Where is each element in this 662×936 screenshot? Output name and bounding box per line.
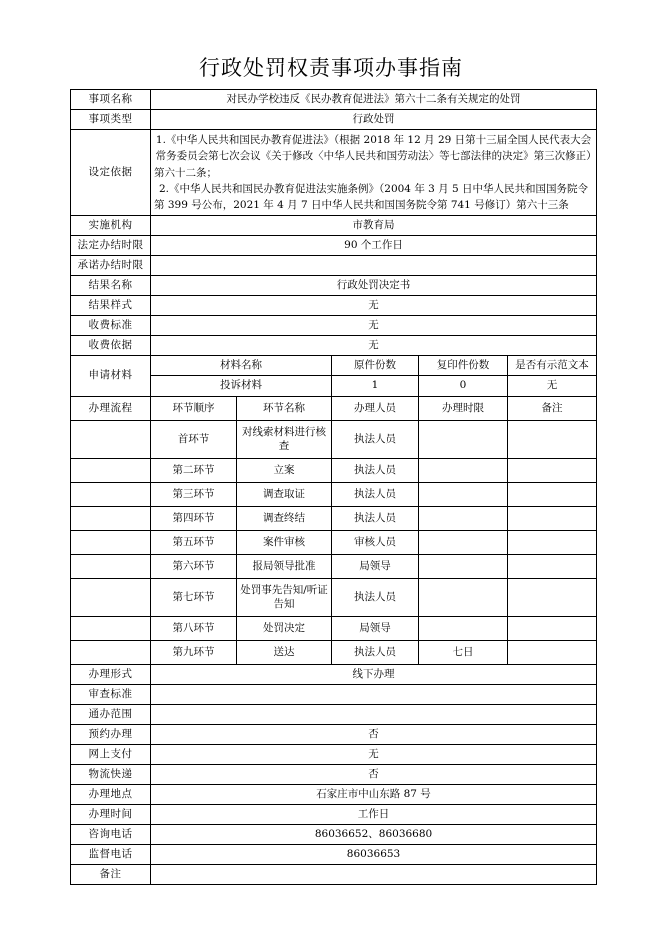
cell-step-remarks <box>508 483 597 507</box>
value-result-format: 无 <box>151 296 597 316</box>
header-time-limit: 办理时限 <box>419 397 508 421</box>
cell-workflow-spacer <box>71 555 151 579</box>
table-row-consult-phone <box>71 825 597 845</box>
cell-time-limit <box>419 483 508 507</box>
cell-handler: 执法人员 <box>332 483 419 507</box>
table-row <box>71 555 597 579</box>
table-row-general-scope <box>71 705 597 725</box>
label-general-scope: 通办范围 <box>71 705 151 725</box>
value-appointment: 否 <box>151 725 597 745</box>
value-supervise-phone: 86036653 <box>151 845 597 865</box>
value-handling-form: 线下办理 <box>151 665 597 685</box>
cell-step-order: 第五环节 <box>151 531 237 555</box>
cell-time-limit <box>419 421 508 459</box>
cell-step-name: 调查终结 <box>237 507 332 531</box>
cell-step-remarks <box>508 617 597 641</box>
header-material-name: 材料名称 <box>151 356 332 376</box>
header-workflow-remarks: 备注 <box>508 397 597 421</box>
table-row <box>71 531 597 555</box>
cell-time-limit <box>419 507 508 531</box>
value-consult-phone: 86036652、86036680 <box>151 825 597 845</box>
table-row <box>71 617 597 641</box>
cell-handler: 执法人员 <box>332 507 419 531</box>
value-result-name: 行政处罚决定书 <box>151 276 597 296</box>
label-workflow: 办理流程 <box>71 397 151 421</box>
cell-time-limit <box>419 459 508 483</box>
cell-handler: 执法人员 <box>332 641 419 665</box>
cell-step-order: 第四环节 <box>151 507 237 531</box>
cell-material-name: 投诉材料 <box>151 376 332 397</box>
cell-time-limit <box>419 617 508 641</box>
cell-time-limit <box>419 555 508 579</box>
label-result-format: 结果样式 <box>71 296 151 316</box>
cell-workflow-spacer <box>71 421 151 459</box>
cell-handler: 执法人员 <box>332 459 419 483</box>
label-appointment: 预约办理 <box>71 725 151 745</box>
table-row-handling-form <box>71 665 597 685</box>
table-row-logistics-express <box>71 765 597 785</box>
value-statutory-time-limit: 90 个工作日 <box>151 236 597 256</box>
cell-workflow-spacer <box>71 483 151 507</box>
table-row <box>71 459 597 483</box>
table-row-handling-time <box>71 805 597 825</box>
guide-table <box>70 89 597 885</box>
cell-workflow-spacer <box>71 459 151 483</box>
legal-basis-line-2: 2.《中华人民共和国民办教育促进法实施条例》（2004 年 3 月 5 日中华人民共和国国务院令第 399 号公布，2021 年 4 月 7 日中华人民共和国国务院令第 741 号修订）第六十三条 <box>154 182 589 212</box>
header-original-count: 原件份数 <box>332 356 419 376</box>
value-handling-place: 石家庄市中山东路 87 号 <box>151 785 597 805</box>
table-row <box>71 579 597 617</box>
table-row-online-payment <box>71 745 597 765</box>
cell-original-count: 1 <box>332 376 419 397</box>
value-logistics-express: 否 <box>151 765 597 785</box>
label-promised-time-limit: 承诺办结时限 <box>71 256 151 276</box>
cell-time-limit: 七日 <box>419 641 508 665</box>
cell-step-order: 第九环节 <box>151 641 237 665</box>
cell-copy-count: 0 <box>419 376 508 397</box>
cell-step-name: 调查取证 <box>237 483 332 507</box>
table-row-fee-standard <box>71 316 597 336</box>
cell-step-remarks <box>508 531 597 555</box>
table-row-result-name <box>71 276 597 296</box>
table-row-handling-place <box>71 785 597 805</box>
cell-step-remarks <box>508 507 597 531</box>
cell-time-limit <box>419 531 508 555</box>
cell-handler: 局领导 <box>332 555 419 579</box>
table-row-legal-basis <box>71 130 597 216</box>
label-review-standard: 审查标准 <box>71 685 151 705</box>
value-promised-time-limit <box>151 256 597 276</box>
cell-step-order: 第六环节 <box>151 555 237 579</box>
cell-step-name: 立案 <box>237 459 332 483</box>
cell-time-limit <box>419 579 508 617</box>
header-step-order: 环节顺序 <box>151 397 237 421</box>
value-online-payment: 无 <box>151 745 597 765</box>
table-row <box>71 507 597 531</box>
value-general-scope <box>151 705 597 725</box>
header-step-name: 环节名称 <box>237 397 332 421</box>
value-remarks <box>151 865 597 885</box>
table-row-appointment <box>71 725 597 745</box>
table-row <box>71 483 597 507</box>
label-fee-basis: 收费依据 <box>71 336 151 356</box>
cell-step-name: 报局领导批准 <box>237 555 332 579</box>
cell-step-remarks <box>508 459 597 483</box>
label-handling-form: 办理形式 <box>71 665 151 685</box>
cell-workflow-spacer <box>71 617 151 641</box>
page-title: 行政处罚权责事项办事指南 <box>199 56 463 80</box>
table-row-implementing-org <box>71 216 597 236</box>
table-row-item-type <box>71 110 597 130</box>
value-implementing-org: 市教育局 <box>151 216 597 236</box>
cell-step-remarks <box>508 579 597 617</box>
value-fee-standard: 无 <box>151 316 597 336</box>
label-logistics-express: 物流快递 <box>71 765 151 785</box>
label-legal-basis: 设定依据 <box>71 130 151 216</box>
cell-step-name: 送达 <box>237 641 332 665</box>
label-handling-time: 办理时间 <box>71 805 151 825</box>
cell-workflow-spacer <box>71 641 151 665</box>
cell-step-order: 第三环节 <box>151 483 237 507</box>
cell-handler: 执法人员 <box>332 579 419 617</box>
cell-step-remarks <box>508 421 597 459</box>
value-review-standard <box>151 685 597 705</box>
table-row-fee-basis <box>71 336 597 356</box>
cell-workflow-spacer <box>71 507 151 531</box>
cell-handler: 局领导 <box>332 617 419 641</box>
cell-has-sample: 无 <box>508 376 597 397</box>
header-has-sample: 是否有示范文本 <box>508 356 597 376</box>
label-consult-phone: 咨询电话 <box>71 825 151 845</box>
label-item-name: 事项名称 <box>71 90 151 110</box>
header-copy-count: 复印件份数 <box>419 356 508 376</box>
legal-basis-line-1: 1.《中华人民共和国民办教育促进法》（根据 2018 年 12 月 29 日第十三届全国人民代表大会常务委员会第七次会议《关于修改〈中华人民共和国劳动法〉等七部法律的决定》第三次修正）第六十二条； <box>154 134 592 179</box>
value-handling-time: 工作日 <box>151 805 597 825</box>
cell-workflow-spacer <box>71 579 151 617</box>
label-handling-place: 办理地点 <box>71 785 151 805</box>
label-statutory-time-limit: 法定办结时限 <box>71 236 151 256</box>
table-row-promised-time-limit <box>71 256 597 276</box>
table-row-result-format <box>71 296 597 316</box>
value-item-type: 行政处罚 <box>151 110 597 130</box>
cell-step-name: 对线索材料进行核查 <box>237 421 332 459</box>
value-legal-basis <box>151 130 597 216</box>
table-row-workflow-header <box>71 397 597 421</box>
label-online-payment: 网上支付 <box>71 745 151 765</box>
cell-step-name: 处罚决定 <box>237 617 332 641</box>
table-row-supervise-phone <box>71 845 597 865</box>
label-item-type: 事项类型 <box>71 110 151 130</box>
cell-step-order: 第二环节 <box>151 459 237 483</box>
label-fee-standard: 收费标准 <box>71 316 151 336</box>
label-implementing-org: 实施机构 <box>71 216 151 236</box>
label-supervise-phone: 监督电话 <box>71 845 151 865</box>
table-row-review-standard <box>71 685 597 705</box>
cell-handler: 审核人员 <box>332 531 419 555</box>
label-application-materials: 申请材料 <box>71 356 151 397</box>
cell-handler: 执法人员 <box>332 421 419 459</box>
cell-step-name: 处罚事先告知/听证告知 <box>237 579 332 617</box>
cell-step-remarks <box>508 641 597 665</box>
table-row <box>71 421 597 459</box>
cell-step-remarks <box>508 555 597 579</box>
value-item-name: 对民办学校违反《民办教育促进法》第六十二条有关规定的处罚 <box>151 90 597 110</box>
cell-step-order: 首环节 <box>151 421 237 459</box>
cell-step-name: 案件审核 <box>237 531 332 555</box>
table-row-remarks <box>71 865 597 885</box>
value-fee-basis: 无 <box>151 336 597 356</box>
table-row-statutory-time-limit <box>71 236 597 256</box>
label-remarks: 备注 <box>71 865 151 885</box>
label-result-name: 结果名称 <box>71 276 151 296</box>
header-handler: 办理人员 <box>332 397 419 421</box>
cell-step-order: 第七环节 <box>151 579 237 617</box>
table-row-item-name <box>71 90 597 110</box>
table-row <box>71 641 597 665</box>
table-row-materials-header <box>71 356 597 376</box>
cell-workflow-spacer <box>71 531 151 555</box>
cell-step-order: 第八环节 <box>151 617 237 641</box>
